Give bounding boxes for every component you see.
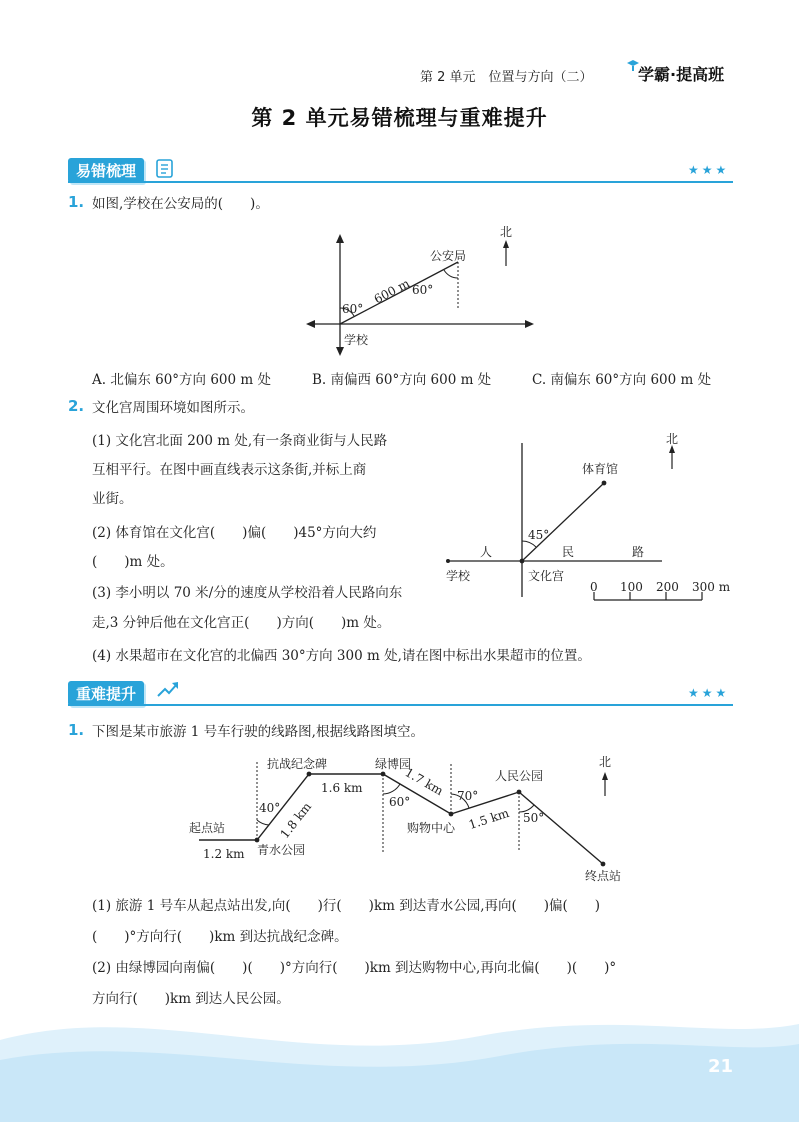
question-text: 下图是某市旅游 1 号车行驶的线路图,根据线路图填空。: [92, 724, 424, 740]
distance-label: 1.8 km: [277, 799, 315, 842]
header-brand: 学霸·提高班: [638, 65, 725, 84]
park-label: 青水公园: [257, 843, 306, 857]
scale-tick-label: 100: [620, 580, 643, 594]
q2-part-line: (2) 体育馆在文化宫( )偏( )45°方向大约: [92, 525, 377, 541]
school-label: 学校: [344, 333, 369, 347]
question-number: 1.: [68, 193, 85, 211]
gym-label: 体育馆: [582, 462, 619, 476]
mall-label: 购物中心: [407, 821, 456, 835]
difficulty-stars: ★★★: [688, 163, 730, 177]
angle-label: 60°: [342, 302, 364, 316]
section-divider: [68, 181, 733, 183]
distance-label: 1.5 km: [466, 805, 511, 833]
north-label: 北: [500, 225, 513, 239]
option-c: C. 南偏东 60°方向 600 m 处: [532, 372, 712, 388]
question-text: 文化宫周围环境如图所示。: [92, 400, 254, 416]
q3-part-line: (1) 旅游 1 号车从起点站出发,向( )行( )km 到达青水公园,再向( )偏( ): [92, 898, 601, 914]
north-label: 北: [666, 432, 679, 446]
header-unit-label: 第 2 单元 位置与方向（二）: [420, 70, 593, 85]
question-number: 1.: [68, 721, 85, 739]
start-label: 起点站: [189, 821, 226, 835]
angle-label: 45°: [528, 528, 550, 542]
scale-tick-label: 0: [590, 580, 598, 594]
angle-label: 60°: [389, 795, 411, 809]
q1-direction-figure: [300, 218, 540, 358]
q3-route-figure: [185, 748, 655, 888]
angle-label: 40°: [259, 801, 281, 815]
option-b: B. 南偏西 60°方向 600 m 处: [312, 372, 492, 388]
footer-wave: [0, 1000, 799, 1122]
q3-part-line: ( )°方向行( )km 到达抗战纪念碑。: [92, 929, 348, 945]
end-label: 终点站: [585, 869, 622, 883]
q2-part-line: (1) 文化宫北面 200 m 处,有一条商业街与人民路: [92, 433, 388, 449]
section-divider: [68, 704, 733, 706]
road-char: 路: [632, 545, 645, 559]
road-char: 民: [562, 545, 575, 559]
q2-part-line: 走,3 分钟后他在文化宫正( )方向( )m 处。: [92, 615, 391, 631]
q3-part-line: (2) 由绿博园向南偏( )( )°方向行( )km 到达购物中心,再向北偏( )( )°: [92, 960, 617, 976]
q2-part-line: (3) 李小明以 70 米/分的速度从学校沿着人民路向东: [92, 585, 403, 601]
question-text: 如图,学校在公安局的( )。: [92, 196, 269, 212]
difficulty-stars: ★★★: [688, 686, 730, 700]
page-number: 21: [707, 1056, 733, 1077]
scale-tick-label: 300 m: [692, 580, 731, 594]
q2-part-line: 业街。: [92, 491, 133, 507]
road-char: 人: [480, 545, 493, 559]
scale-tick-label: 200: [656, 580, 679, 594]
distance-label: 1.7 km: [402, 765, 446, 799]
school-label: 学校: [446, 569, 471, 583]
police-label: 公安局: [430, 249, 467, 263]
green-park-label: 绿博园: [375, 757, 412, 771]
north-label: 北: [599, 755, 612, 769]
q2-map-figure: [440, 425, 740, 605]
q3-part-line: 方向行( )km 到达人民公园。: [92, 991, 290, 1007]
people-park-label: 人民公园: [495, 769, 544, 783]
distance-label: 1.6 km: [321, 781, 363, 795]
section-tab-errors: 易错梳理: [68, 158, 144, 183]
trend-up-icon: [156, 680, 180, 700]
angle-label: 60°: [412, 283, 434, 297]
q2-part-line: ( )m 处。: [92, 554, 174, 570]
question-number: 2.: [68, 397, 85, 415]
distance-label: 600 m: [371, 276, 412, 307]
palace-label: 文化宫: [528, 569, 565, 583]
option-a: A. 北偏东 60°方向 600 m 处: [92, 372, 271, 388]
q2-part-line: 互相平行。在图中画直线表示这条街,并标上商: [92, 462, 367, 478]
notebook-icon: [156, 159, 174, 179]
section-tab-advanced: 重难提升: [68, 681, 144, 706]
q2-part-line: (4) 水果超市在文化宫的北偏西 30°方向 300 m 处,请在图中标出水果超市的位置。: [92, 648, 591, 664]
page-title: 第 2 单元易错梳理与重难提升: [251, 106, 548, 130]
monument-label: 抗战纪念碑: [267, 757, 328, 771]
distance-label: 1.2 km: [203, 847, 245, 861]
angle-label: 50°: [523, 811, 545, 825]
angle-label: 70°: [457, 789, 479, 803]
